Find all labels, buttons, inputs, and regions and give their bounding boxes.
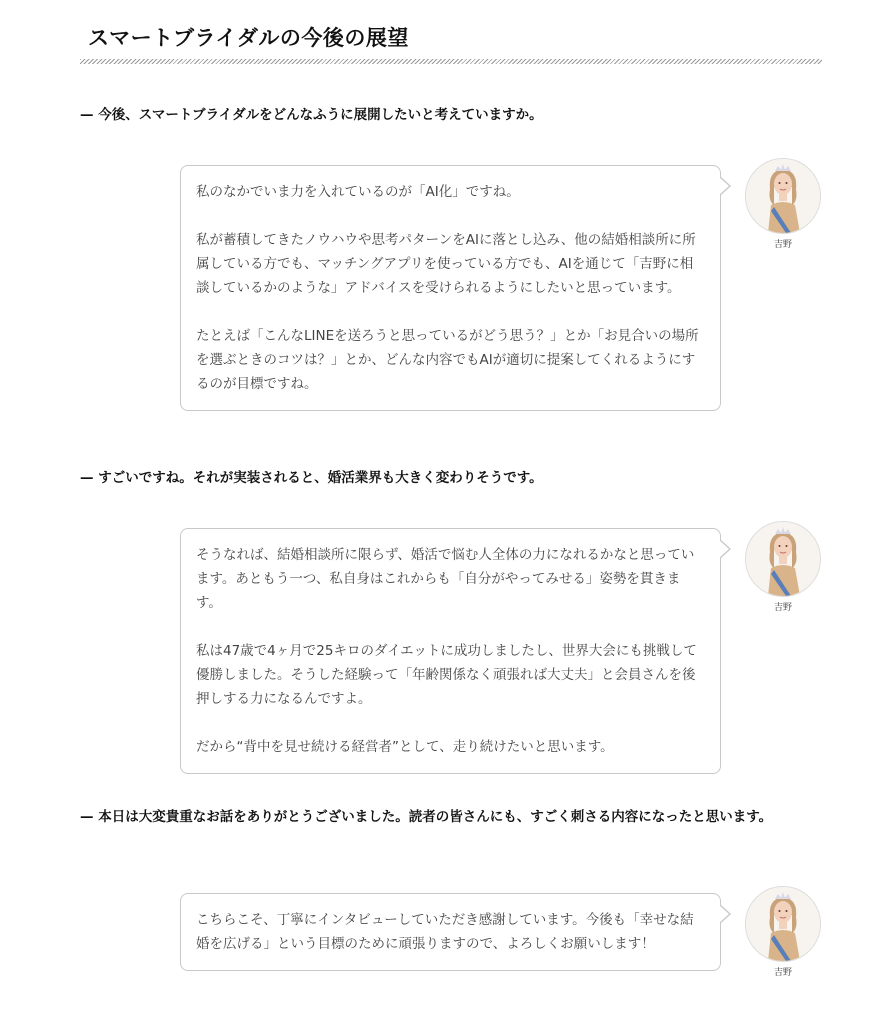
answer-paragraph: 私が蓄積してきたノウハウや思考パターンをAIに落とし込み、他の結婚相談所に所属している方でも、マッチングアプリを使っている方でも、AIを通じて「吉野に相談しているかのような」アドバイスを受けられるようにしたいと思っています。 bbox=[196, 232, 696, 296]
answer-paragraph: たとえば「こんなLINEを送ろうと思っているがどう思う？」とか「お見合いの場所を選ぶときのコツは？」とか、どんな内容でもAIが適切に提案してくれるようにするのが目標ですね。 bbox=[196, 328, 699, 392]
answer-bubble bbox=[180, 893, 721, 971]
woman-portrait-icon bbox=[746, 522, 820, 596]
speaker bbox=[745, 886, 821, 978]
speaker-name: 吉野 bbox=[773, 603, 792, 613]
speaker-avatar bbox=[745, 158, 821, 234]
speaker-avatar bbox=[745, 886, 821, 962]
speaker bbox=[745, 158, 821, 250]
title-divider bbox=[80, 59, 822, 64]
answer-bubble bbox=[180, 528, 721, 774]
answer-paragraph: そうなれば、結婚相談所に限らず、婚活で悩む人全体の力になれるかなと思っています。あともう一つ、私自身はこれからも「自分がやってみせる」姿勢を貫きます。 bbox=[196, 547, 695, 611]
section-title: スマートブライダルの今後の展望 bbox=[88, 26, 409, 50]
speaker-avatar bbox=[745, 521, 821, 597]
answer-paragraph: 私のなかでいま力を入れているのが「AI化」ですね。 bbox=[196, 184, 520, 200]
answer-bubble bbox=[180, 165, 721, 411]
speaker-name: 吉野 bbox=[773, 240, 792, 250]
answer-paragraph: だから“背中を見せ続ける経営者”として、走り続けたいと思います。 bbox=[196, 739, 614, 755]
woman-portrait-icon bbox=[746, 887, 820, 961]
interview-question: — 今後、スマートブライダルをどんなふうに展開したいと考えていますか。 bbox=[80, 107, 543, 123]
interview-question: — 本日は大変貴重なお話をありがとうございました。読者の皆さんにも、すごく刺さる内容になったと思います。 bbox=[80, 809, 773, 825]
answer-paragraph: こちらこそ、丁寧にインタビューしていただき感謝しています。今後も「幸せな結婚を広げる」という目標のために頑張りますので、よろしくお願いします！ bbox=[196, 912, 694, 952]
speaker bbox=[745, 521, 821, 613]
interview-question: — すごいですね。それが実装されると、婚活業界も大きく変わりそうです。 bbox=[80, 470, 543, 486]
speaker-name: 吉野 bbox=[773, 968, 792, 978]
woman-portrait-icon bbox=[746, 159, 820, 233]
answer-paragraph: 私は47歳で4ヶ月で25キロのダイエットに成功しましたし、世界大会にも挑戦して優勝しました。そうした経験って「年齢関係なく頑張れば大丈夫」と会員さんを後押しする力になるんですよ。 bbox=[196, 643, 697, 707]
